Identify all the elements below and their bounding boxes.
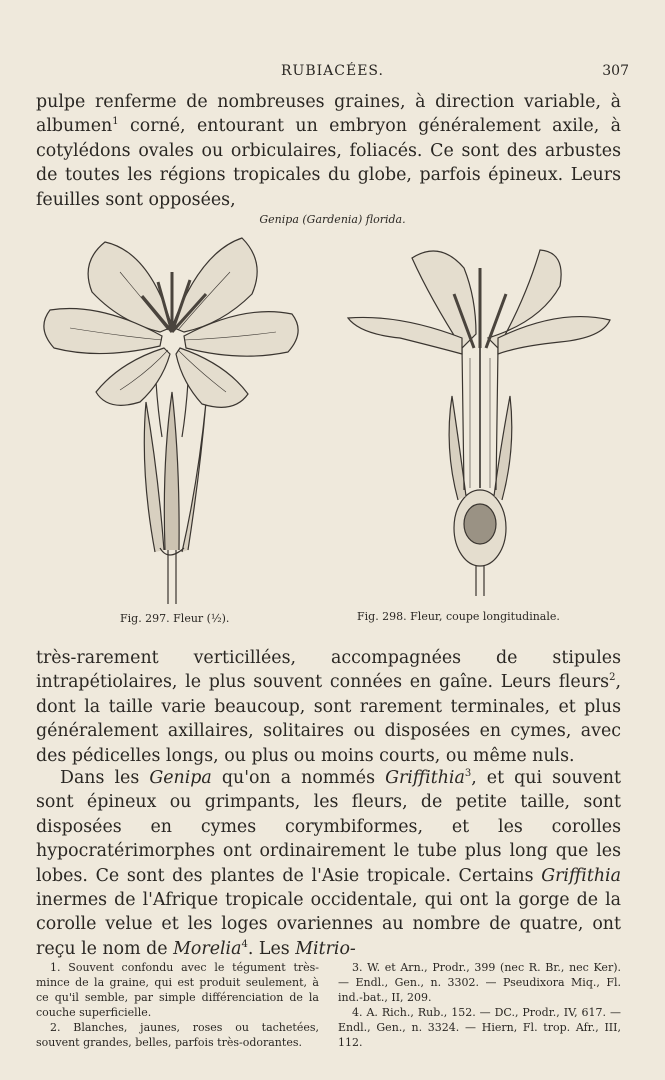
text-run: pulpe renferme de nombreuses graines, à direction variable, à albumen bbox=[36, 92, 621, 137]
running-head: RUBIACÉES. bbox=[281, 63, 384, 79]
taxon-griffithia: Griffithia bbox=[541, 865, 621, 886]
paragraph-2 bbox=[36, 646, 621, 768]
text-run: Dans les bbox=[60, 768, 150, 788]
footnotes-left-column bbox=[36, 960, 319, 1050]
footnote-ref-2[interactable]: 2 bbox=[609, 672, 616, 684]
footnote-ref-1[interactable]: 1 bbox=[112, 116, 119, 128]
footnote-2: 2. Blanches, jaunes, roses ou tachetées, souvent grandes, belles, parfois très-odorantes. bbox=[36, 1021, 319, 1049]
text-run: très-rarement verticillées, accompagnées de stipules intrapétiolaires, le plus souvent connées en gaîne. Leurs fleurs bbox=[36, 648, 621, 693]
text-run: inermes de l'Afrique tropicale occidentale, qui ont la gorge de la corolle velue et les loges ovariennes au nombre de quatre, ont reçu le nom de bbox=[36, 890, 621, 959]
taxon-griffithia: Griffithia bbox=[385, 768, 465, 788]
text-run: corné, entourant un embryon généralement axile, à cotylédons ovales ou orbiculaires, foliacés. Ce sont des arbustes de toutes les régions tropicales du globe, parfois épineux. Leurs feuilles sont opposées, bbox=[36, 116, 621, 210]
text-run: , et qui souvent sont épineux ou grimpants, les fleurs, de petite taille, sont disposées en cymes corymbiformes, et les corolles hypocratérimorphes ont ordinairement le tube plus long que les lobes. Ce sont des plantes de l'Asie tropicale. Certains bbox=[36, 768, 621, 886]
text-run: qu'on a nommés bbox=[211, 768, 386, 788]
footnote-ref-3[interactable]: 3 bbox=[464, 768, 472, 780]
figure-298-label: Fig. 298. Fleur, coupe longitudinale. bbox=[357, 610, 560, 623]
page-header bbox=[36, 63, 629, 83]
taxon-genipa: Genipa bbox=[149, 768, 212, 788]
footnote-4: 4. A. Rich., Rub., 152. — DC., Prodr., IV, 617. — Endl., Gen., n. 3324. — Hiern, Fl. trop. Afr., III, 112. bbox=[338, 1006, 621, 1049]
paragraph-1 bbox=[36, 90, 621, 212]
taxon-morelia: Morelia bbox=[173, 938, 242, 959]
figure-297-label: Fig. 297. Fleur (½). bbox=[120, 612, 230, 625]
page-number: 307 bbox=[602, 63, 629, 79]
figure-caption: Genipa (Gardenia) florida. bbox=[259, 213, 406, 226]
figure-297-flower-illustration bbox=[30, 232, 315, 607]
footnote-ref-4[interactable]: 4 bbox=[241, 939, 248, 951]
taxon-mitrio: Mitrio- bbox=[295, 938, 356, 959]
text-run: , dont la taille varie beaucoup, sont rarement terminales, et plus généralement axillaires, solitaires ou disposées en cymes, avec des pédicelles longs, ou plus ou moins courts, ou même nuls. bbox=[36, 672, 621, 766]
text-run: . Les bbox=[247, 938, 296, 959]
footnote-3: 3. W. et Arn., Prodr., 399 (nec R. Br., nec Ker). — Endl., Gen., n. 3302. — Pseudixora Miq., Fl. ind.-bat., II, 209. bbox=[338, 961, 621, 1004]
footnote-1: 1. Souvent confondu avec le tégument très-mince de la graine, qui est produit seulement, à ce qu'il semble, par simple différenciation de la couche superficielle. bbox=[36, 961, 319, 1019]
figure-298-section-illustration bbox=[340, 238, 625, 598]
paragraph-3 bbox=[36, 766, 621, 961]
footnotes-right-column bbox=[338, 960, 621, 1050]
